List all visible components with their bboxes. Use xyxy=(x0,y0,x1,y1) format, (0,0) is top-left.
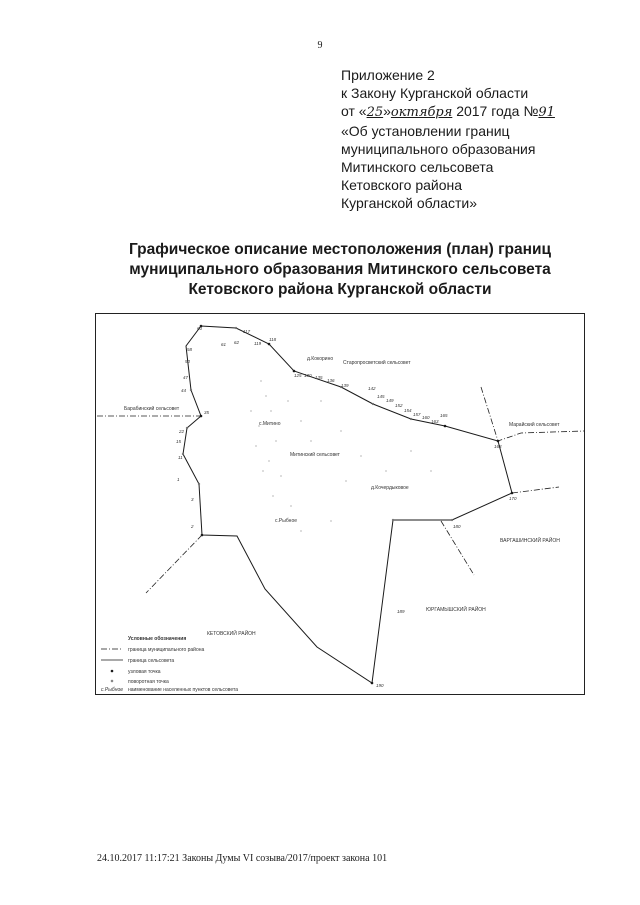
point-label: 50 xyxy=(185,359,191,364)
handwritten-number: 91 xyxy=(538,105,555,120)
point-label: 136 xyxy=(327,378,335,383)
point-label: 190 xyxy=(376,683,384,688)
node-point xyxy=(268,343,271,346)
southeast-district-boundary xyxy=(512,487,559,493)
point-label: 142 xyxy=(368,386,376,391)
point-label: 60 xyxy=(197,326,203,331)
region-label-main: Митинский сельсовет xyxy=(290,452,340,458)
point-label: 149 xyxy=(386,398,394,403)
point-label: 35 xyxy=(204,410,210,415)
appendix-header xyxy=(341,66,631,212)
point-label: 15 xyxy=(176,439,182,444)
point-label: 139 xyxy=(341,383,349,388)
point-label: 44 xyxy=(181,388,187,393)
point-label: 135 xyxy=(315,375,323,380)
point-label: 130 xyxy=(304,373,312,378)
point-label: 3 xyxy=(191,497,194,502)
region-label-north: Старопросветский сельсовет xyxy=(343,360,411,366)
point-label: 22 xyxy=(179,429,185,434)
node-point xyxy=(497,440,500,443)
terrain-dots xyxy=(250,380,431,531)
point-label: 145 xyxy=(377,394,385,399)
legend-item-node: узловая точка xyxy=(128,669,161,675)
point-label: 118 xyxy=(269,337,277,342)
title-line: муниципального образования Митинского сельсовета xyxy=(129,261,551,278)
south-district-boundary xyxy=(441,521,474,575)
legend-title: Условные обозначения xyxy=(128,636,187,642)
settlement-label-center: д.Кочердыковое xyxy=(371,485,409,491)
document-title xyxy=(0,240,640,300)
map-legend xyxy=(101,635,238,693)
title-line: Кетовского района Курганской области xyxy=(188,281,492,298)
point-label: 2 xyxy=(191,524,194,529)
region-label-west: Барабинский сельсовет xyxy=(124,406,180,412)
appendix-line: к Закону Курганской области xyxy=(341,85,529,101)
appendix-line: Приложение 2 xyxy=(341,67,435,83)
legend-item-turning: поворотная точка xyxy=(128,679,169,685)
appendix-date-line xyxy=(341,102,631,122)
map-canvas xyxy=(96,314,584,694)
boundary-map xyxy=(95,313,585,695)
settlement-label-south: с.Рыбное xyxy=(275,518,298,524)
point-label: 152 xyxy=(395,403,403,408)
region-label-east: Марайский сельсовет xyxy=(509,422,560,428)
east-neighbor-boundary xyxy=(481,387,584,441)
legend-item-sample: с.Рыбное xyxy=(101,687,124,693)
point-label: 11 xyxy=(178,455,183,460)
legend-item-district: граница муниципального района xyxy=(128,647,205,653)
footer-stamp: 24.10.2017 11:17:21 Законы Думы VI созыва/2017/проект закона 101 xyxy=(97,853,388,864)
settlement-boundary xyxy=(183,326,512,683)
point-label: 119 xyxy=(254,341,262,346)
point-label: 62 xyxy=(234,340,240,345)
region-label-southwest: КЕТОВСКИЙ РАЙОН xyxy=(207,631,256,637)
point-label: 180 xyxy=(453,524,461,529)
point-label: 61 xyxy=(221,342,227,347)
date-prefix: от « xyxy=(341,103,367,119)
point-label: 170 xyxy=(509,496,517,501)
point-label: 157 xyxy=(413,412,421,417)
appendix-line: муниципального образования xyxy=(341,141,536,157)
settlement-label-north: д.Кокорино xyxy=(307,356,334,362)
legend-item-names: наименование населенных пунктов сельсовета xyxy=(128,687,239,693)
node-point xyxy=(201,534,204,537)
appendix-line: «Об установлении границ xyxy=(341,123,510,139)
point-label: 160 xyxy=(422,415,430,420)
point-label: 168 xyxy=(494,444,502,449)
appendix-line: Митинского сельсовета xyxy=(341,159,494,175)
node-point xyxy=(371,682,374,685)
point-label: 154 xyxy=(404,408,412,413)
point-label: 1 xyxy=(177,477,180,482)
point-label: 125 xyxy=(294,373,302,378)
page-number: 9 xyxy=(317,40,323,51)
point-label: 58 xyxy=(187,347,193,352)
node-point xyxy=(293,370,296,373)
point-label: 163 xyxy=(431,419,439,424)
title-line: Графическое описание местоположения (план) границ xyxy=(128,241,552,258)
region-label-southeast: ВАРГАШИНСКИЙ РАЙОН xyxy=(500,538,560,544)
point-label: 165 xyxy=(440,413,448,418)
point-label: 117 xyxy=(243,329,251,334)
date-year: 2017 года № xyxy=(452,103,539,119)
point-label: 189 xyxy=(397,609,405,614)
region-label-south: ЮРГАМЫШСКИЙ РАЙОН xyxy=(426,607,486,613)
settlement-label-west: с.Митино xyxy=(259,421,281,427)
node-point xyxy=(511,492,514,495)
handwritten-month: октября xyxy=(390,105,453,120)
appendix-line: Кетовского района xyxy=(341,177,463,193)
date-mid: » xyxy=(383,103,391,119)
handwritten-day: 25 xyxy=(366,105,384,120)
legend-item-settlement: граница сельсовета xyxy=(128,658,175,664)
node-point xyxy=(444,425,447,428)
southwest-district-boundary xyxy=(146,535,202,593)
point-label: 47 xyxy=(183,375,189,380)
node-point xyxy=(200,415,203,418)
appendix-line: Курганской области» xyxy=(341,195,478,211)
